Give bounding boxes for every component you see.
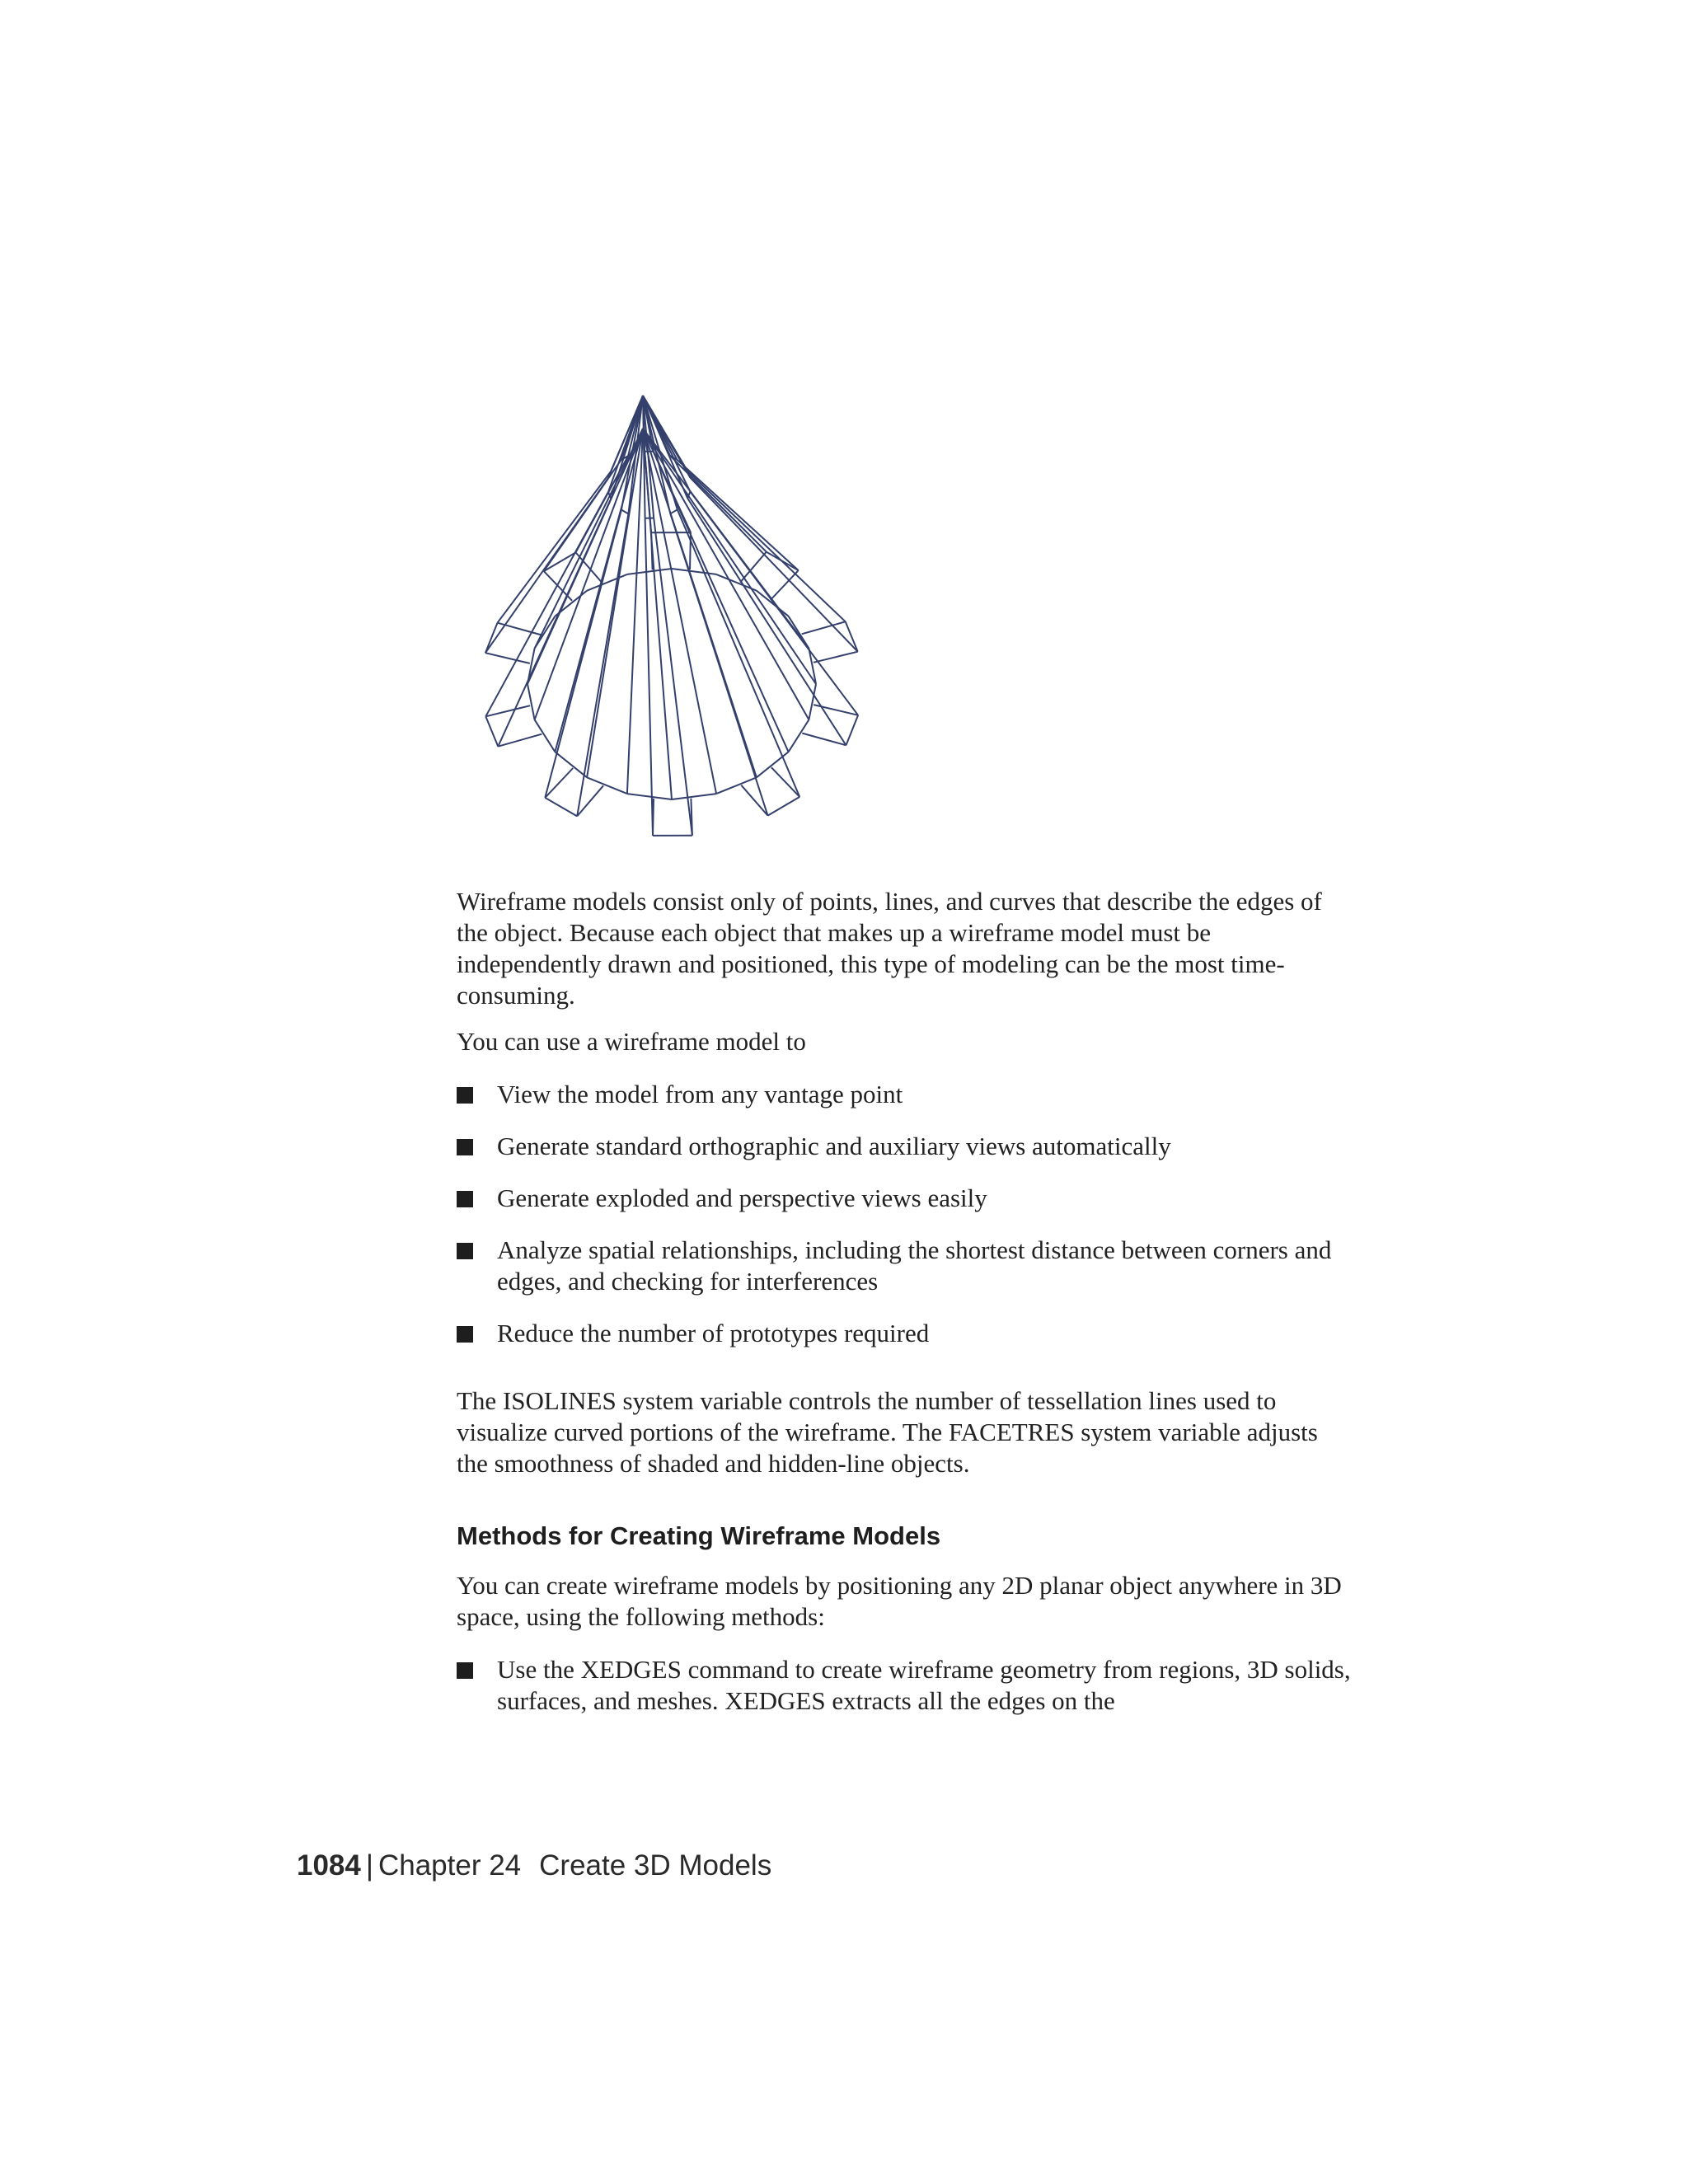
wire-edge bbox=[498, 734, 542, 747]
section-heading: Methods for Creating Wireframe Models bbox=[457, 1521, 941, 1550]
bullet-square-icon bbox=[457, 1087, 473, 1104]
wire-edge bbox=[627, 794, 672, 799]
wire-edge bbox=[621, 510, 629, 514]
wire-edge bbox=[846, 715, 859, 746]
wire-edge bbox=[690, 492, 858, 715]
wire-edge bbox=[814, 652, 858, 663]
wire-edge bbox=[690, 532, 691, 569]
wire-edge bbox=[627, 429, 643, 794]
wire-edge bbox=[670, 456, 767, 552]
chapter-label: Chapter 24 bbox=[377, 1849, 522, 1882]
wire-edge bbox=[498, 471, 612, 623]
wire-edge bbox=[587, 574, 627, 591]
wire-edge bbox=[716, 777, 757, 794]
intro-paragraph: Wireframe models consist only of points, lines, and curves that describe the edges of the object. Because each object that makes up a wireframe model must be independently drawn and positioned, this type of modeling can be the most time-consuming. bbox=[457, 887, 1322, 1010]
bullet-square-icon bbox=[457, 1191, 473, 1207]
list-item-text: Analyze spatial relationships, including the shortest distance between corners and edges, and checking for interferences bbox=[497, 1235, 1332, 1296]
list-item-text: View the model from any vantage point bbox=[497, 1080, 903, 1108]
list-item bbox=[457, 1235, 1355, 1297]
page-number: 1084 bbox=[297, 1849, 361, 1882]
chapter-title: Create 3D Models bbox=[539, 1849, 772, 1882]
wire-edge bbox=[670, 509, 678, 513]
wire-edge bbox=[544, 571, 572, 601]
wire-edge bbox=[789, 719, 809, 752]
methods-paragraph: You can create wireframe models by positioning any 2D planar object anywhere in 3D space, using the following methods: bbox=[457, 1571, 1342, 1631]
page-footer bbox=[297, 1849, 771, 1883]
system-variables-paragraph: The ISOLINES system variable controls the number of tessellation lines used to visualize curved portions of the wireframe. The FACETRES system variable adjusts the smoothness of shaded and hidden-line objects. bbox=[457, 1386, 1318, 1478]
wire-edge bbox=[535, 429, 643, 649]
bullet-square-icon bbox=[457, 1139, 473, 1155]
uses-lead-in: You can use a wireframe model to bbox=[457, 1027, 806, 1056]
methods-list bbox=[457, 1654, 1355, 1717]
list-item bbox=[457, 1131, 1355, 1162]
bullet-square-icon bbox=[457, 1662, 473, 1679]
list-item-text: Generate exploded and perspective views easily bbox=[497, 1183, 987, 1212]
bullet-square-icon bbox=[457, 1326, 473, 1343]
wire-edge bbox=[690, 478, 857, 652]
list-item bbox=[457, 1654, 1355, 1717]
wireframe-figure bbox=[449, 338, 911, 874]
wire-edge bbox=[545, 798, 577, 817]
wire-edge bbox=[741, 785, 767, 816]
uses-list bbox=[457, 1079, 1355, 1349]
wire-edge bbox=[498, 623, 542, 635]
list-item bbox=[457, 1079, 1355, 1110]
list-item bbox=[457, 1183, 1355, 1214]
list-item-text: Use the XEDGES command to create wireframe geometry from regions, 3D solids, surfaces, and meshes. XEDGES extracts all the edges on the bbox=[497, 1655, 1351, 1715]
wire-edge bbox=[485, 705, 530, 716]
wire-edge bbox=[627, 569, 672, 574]
wire-edge bbox=[485, 653, 530, 663]
wire-edge bbox=[846, 621, 858, 651]
wire-edge bbox=[672, 569, 716, 574]
wire-edge bbox=[768, 797, 800, 816]
wire-edge bbox=[771, 767, 799, 797]
footer-separator: | bbox=[365, 1849, 373, 1882]
list-item-text: Reduce the number of prototypes required bbox=[497, 1319, 930, 1347]
wire-edge bbox=[528, 684, 535, 719]
list-item bbox=[457, 1318, 1355, 1349]
wireframe-cone-gear-icon bbox=[449, 338, 911, 874]
wire-edge bbox=[577, 514, 628, 817]
wire-edge bbox=[555, 752, 587, 777]
wire-edge bbox=[687, 499, 846, 746]
page-content bbox=[457, 886, 1355, 1737]
list-item-text: Generate standard orthographic and auxiliary views automatically bbox=[497, 1132, 1171, 1160]
bullet-square-icon bbox=[457, 1243, 473, 1259]
wire-edge bbox=[651, 532, 653, 569]
wire-edge bbox=[757, 752, 789, 777]
wire-edge bbox=[485, 716, 498, 746]
wire-edge bbox=[740, 552, 767, 583]
wire-edge bbox=[678, 509, 799, 797]
wire-edge bbox=[587, 777, 627, 794]
wire-edge bbox=[672, 794, 716, 799]
wire-edge bbox=[498, 499, 611, 747]
